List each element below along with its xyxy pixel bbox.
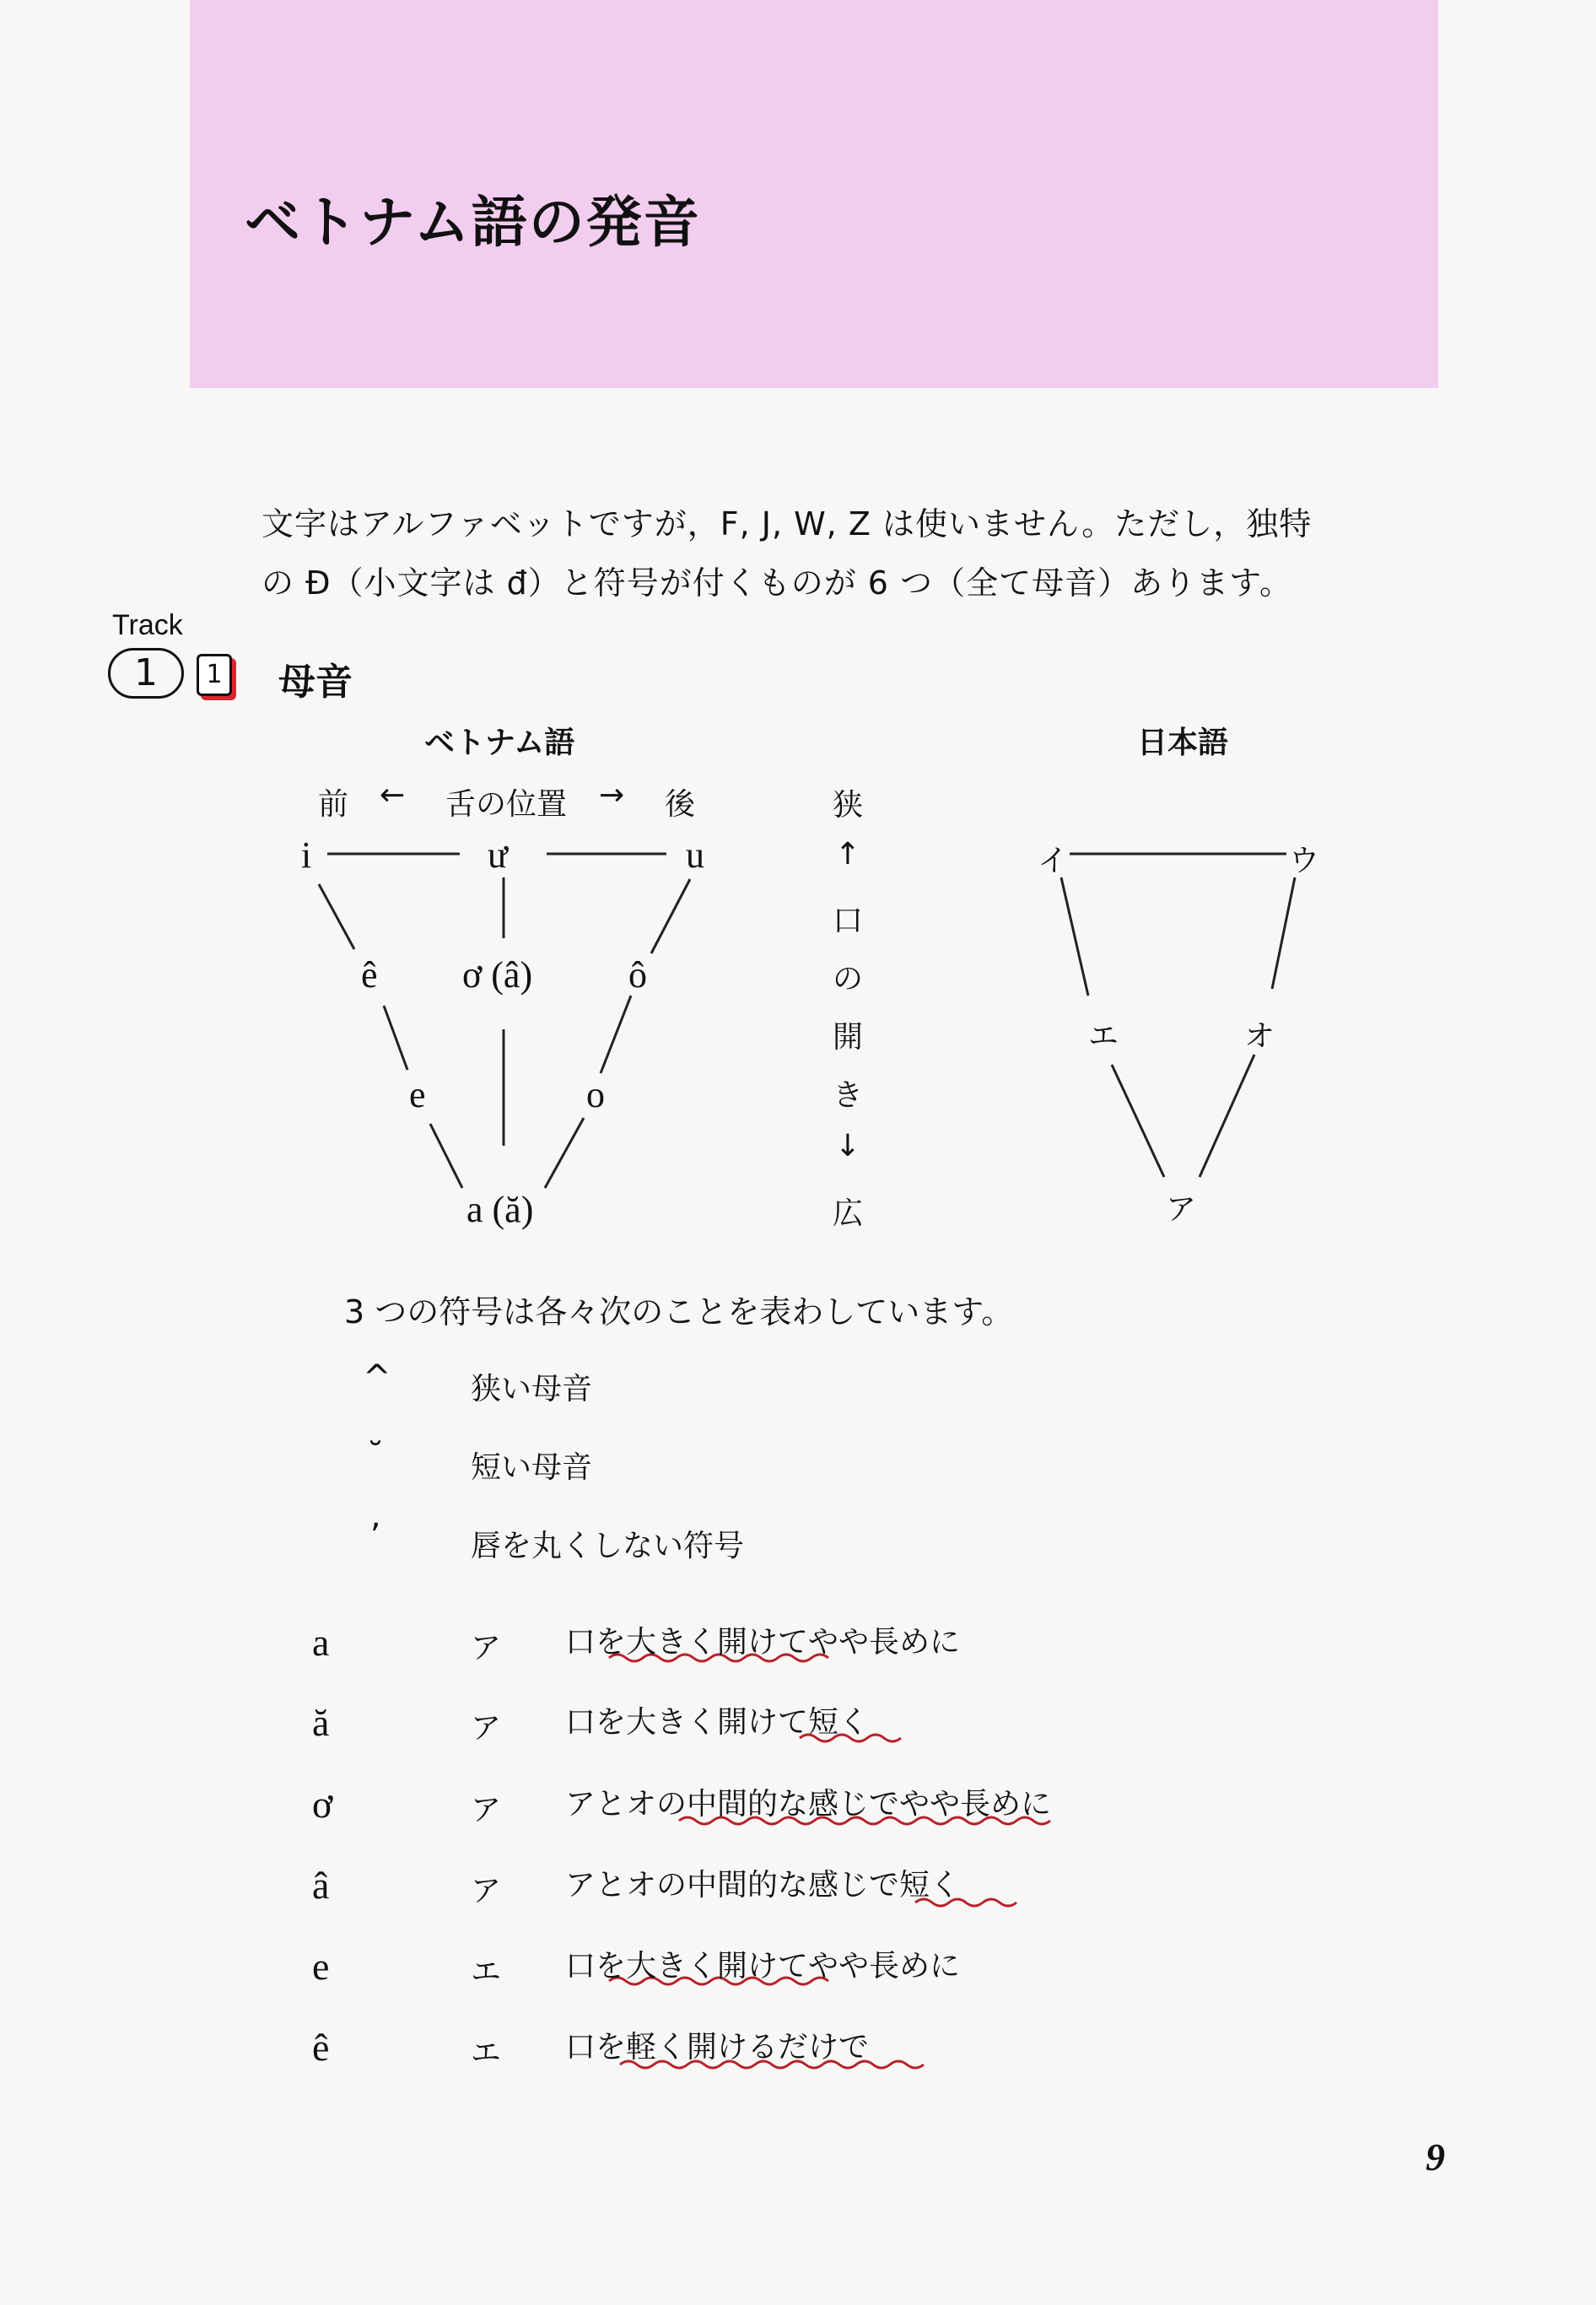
row-description-6: 口を軽く開けるだけで	[565, 2030, 870, 2065]
mouth-axis-char-2: の	[832, 962, 863, 996]
vietnamese-heading: ベトナム語	[424, 726, 575, 760]
breve-mark: ˘	[367, 1437, 384, 1476]
row-kana-5: エ	[471, 1955, 502, 1989]
vowel-e: e	[409, 1074, 426, 1115]
intro-line-2: の Đ（小文字は đ）と符号が付くものが 6 つ（全て母音）あります。	[262, 564, 1293, 602]
jp-vowel-a: ア	[1166, 1192, 1197, 1227]
section-title: 母音	[278, 661, 353, 704]
jp-vowel-o: オ	[1244, 1019, 1275, 1054]
row-description-1: 口を大きく開けてやや長めに	[565, 1625, 961, 1660]
line-jp-u-o	[1272, 877, 1295, 989]
page-number: 9	[1426, 2135, 1445, 2178]
row-description-4: アとオの中間的な感じで短く	[565, 1868, 961, 1903]
jp-vowel-e: エ	[1088, 1019, 1119, 1054]
wide-label: 広	[832, 1196, 863, 1231]
row-kana-3: ア	[471, 1793, 502, 1827]
intro-line-1: 文字はアルファベットですが，F, J, W, Z は使いません。ただし，独特	[262, 505, 1313, 543]
row-description-5: 口を大きく開けてやや長めに	[565, 1949, 961, 1984]
row-kana-6: エ	[471, 2036, 502, 2070]
vowel-o-horn: ơ (â)	[462, 954, 533, 996]
section-number-badge: 1	[197, 654, 232, 696]
horn-mark: ’	[369, 1517, 381, 1556]
back-label: 後	[665, 787, 696, 822]
track-label: Track	[112, 609, 183, 641]
arrow-up-icon: ↑	[834, 837, 861, 872]
narrow-label: 狭	[832, 788, 863, 823]
row-letter-o-horn: ơ	[312, 1783, 333, 1826]
jp-vowel-u: ウ	[1289, 844, 1320, 878]
track-number-badge[interactable]: 1	[108, 648, 184, 699]
vowel-u-horn: ư	[488, 834, 508, 876]
row-description-3: アとオの中間的な感じでやや長めに	[565, 1787, 1052, 1822]
row-letter-a-circ: â	[312, 1864, 330, 1907]
line-o-a	[545, 1118, 584, 1188]
circumflex-mark: ^	[363, 1358, 391, 1397]
circumflex-description: 狭い母音	[471, 1372, 593, 1406]
japanese-heading: 日本語	[1137, 726, 1229, 760]
vowel-e-circ: ê	[361, 954, 378, 996]
line-e-circ-e	[384, 1006, 407, 1070]
arrow-left-icon: ←	[380, 778, 406, 812]
row-description-2: 口を大きく開けて短く	[565, 1705, 870, 1740]
breve-description: 短い母音	[471, 1450, 593, 1485]
vowel-u: u	[686, 834, 704, 876]
mouth-axis-char-3: 開	[832, 1020, 863, 1055]
row-kana-1: ア	[471, 1631, 502, 1665]
tongue-position-label: 舌の位置	[445, 787, 568, 822]
row-kana-4: ア	[471, 1874, 502, 1908]
row-letter-e: e	[312, 1945, 330, 1988]
line-i-e-circ	[319, 884, 354, 949]
arrow-right-icon: →	[599, 778, 625, 812]
jp-vowel-i: イ	[1038, 844, 1069, 878]
mouth-axis-char-1: 口	[832, 904, 863, 938]
line-jp-i-e	[1061, 877, 1088, 996]
vowel-i: i	[301, 834, 312, 876]
line-e-a	[430, 1124, 462, 1188]
symbols-intro: 3 つの符号は各々次のことを表わしています。	[344, 1293, 1014, 1331]
row-letter-e-circ: ê	[312, 2026, 330, 2069]
row-letter-a: a	[312, 1621, 330, 1664]
line-jp-o-a	[1200, 1055, 1254, 1177]
front-label: 前	[318, 787, 349, 822]
arrow-down-icon: ↓	[834, 1129, 861, 1163]
row-letter-a-breve: ă	[312, 1701, 330, 1744]
horn-description: 唇を丸くしない符号	[471, 1529, 745, 1563]
vowel-o-circ: ô	[628, 954, 647, 996]
vowel-o: o	[586, 1074, 605, 1115]
page-title: ベトナム語の発音	[245, 190, 701, 255]
vowel-a: a (ă)	[466, 1189, 534, 1230]
row-kana-2: ア	[471, 1711, 502, 1746]
mouth-axis-char-4: き	[832, 1078, 863, 1113]
line-u-o-circ	[651, 879, 690, 953]
line-o-circ-o	[601, 996, 631, 1073]
line-jp-e-a	[1112, 1065, 1164, 1177]
